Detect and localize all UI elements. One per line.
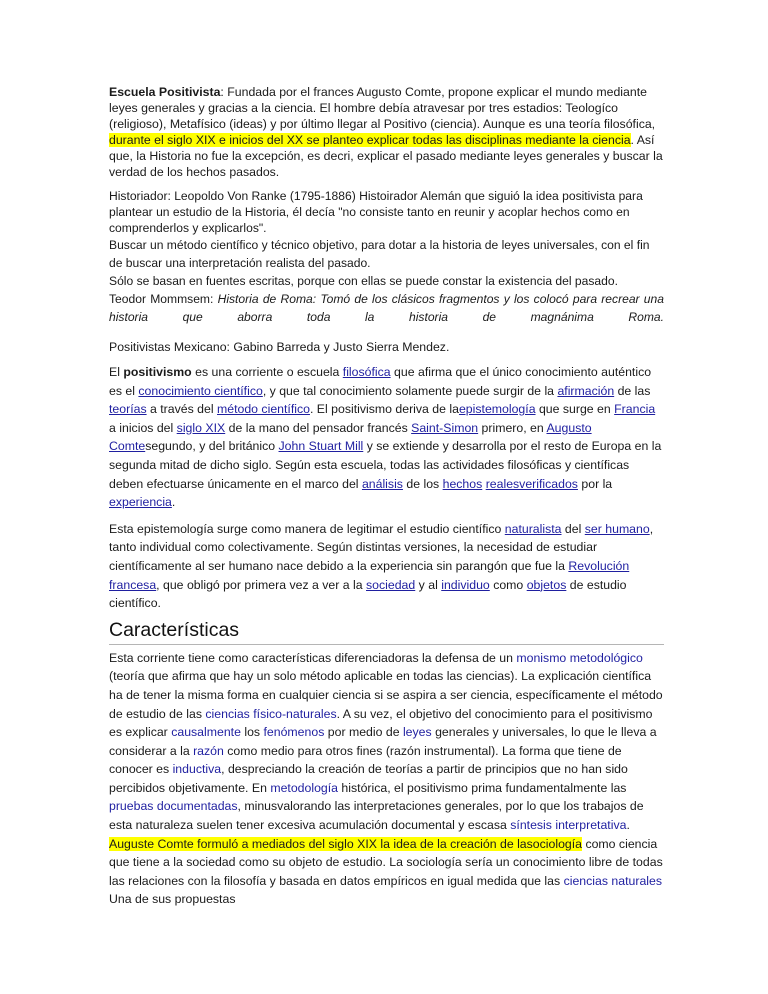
term-ciencias-naturales[interactable]: ciencias naturales bbox=[563, 873, 663, 888]
term-monismo-metodologico[interactable]: monismo metodológico bbox=[516, 650, 643, 665]
link-experiencia[interactable]: experiencia bbox=[109, 495, 172, 510]
link-hechos[interactable]: hechos bbox=[442, 476, 483, 491]
term-escuela-positivista: Escuela Positivista bbox=[109, 85, 221, 99]
term-ciencias-fisico-naturales[interactable]: ciencias físico-naturales bbox=[205, 706, 337, 721]
link-analisis[interactable]: análisis bbox=[361, 476, 403, 491]
paragraph-caracteristicas: Esta corriente tiene como características diferenciadoras la defensa de un monismo metodológico (teoría que afirma que hay un solo método aplicable en todas las ciencias). La explicación científica ha de tener la misma forma en cualquier ciencia si se aspira a ser ciencia, específicamente el método de estudio de las ciencias físico-naturales. A su vez, el objetivo del conocimiento para el positivismo es explicar causalmente los fenómenos por medio de leyes generales y universales, lo que le lleva a considerar a la razón como medio para otros fines (razón instrumental). La forma que tiene de conocer es inductiva, despreciando la creación de teorías a partir de principios que no han sido percibidos objetivamente. En metodología histórica, el positivismo prima fundamentalmente las pruebas documentadas, minusvalorando las interpretaciones generales, por lo que los trabajos de esta naturaleza suelen tener excesiva acumulación documental y escasa síntesis interpretativa. Auguste Comte formuló a mediados del siglo XIX la idea de la creación de lasociología como ciencia que tiene a la sociedad como su objeto de estudio. La sociología sería un conocimiento libre de todas las relaciones con la filosofía y basada en datos empíricos en igual medida que las ciencias naturales Una de sus propuestas bbox=[109, 650, 663, 907]
term-razon[interactable]: razón bbox=[193, 743, 224, 758]
highlight-comte-sociologia: Auguste Comte formuló a mediados del siglo XIX la idea de la creación de lasociología bbox=[109, 836, 583, 851]
paragraph-epistemologia: Esta epistemología surge como manera de legitimar el estudio científico naturalista del ser humano, tanto individual como colectivamente. Según distintas versiones, la necesidad de estudiar científicamente al ser humano nace debido a la experiencia sin parangón que fue la Revolución francesa, que obligó por primera vez a ver a la sociedad y al individuo como objetos de estudio científico. bbox=[109, 521, 654, 611]
link-john-stuart-mill[interactable]: John Stuart Mill bbox=[278, 439, 364, 454]
link-ser-humano[interactable]: ser humano bbox=[584, 521, 650, 536]
link-objetos[interactable]: objetos bbox=[526, 577, 567, 592]
section-heading-caracteristicas: Características bbox=[109, 619, 664, 645]
link-individuo[interactable]: individuo bbox=[441, 577, 490, 592]
term-metodologia[interactable]: metodología bbox=[270, 780, 339, 795]
paragraph-positivistas-mexicano: Positivistas Mexicano: Gabino Barreda y Justo Sierra Mendez. bbox=[109, 340, 450, 354]
term-leyes[interactable]: leyes bbox=[402, 725, 432, 740]
link-teorias[interactable]: teorías bbox=[109, 402, 147, 417]
link-saint-simon[interactable]: Saint-Simon bbox=[411, 420, 479, 435]
link-sociedad[interactable]: sociedad bbox=[366, 577, 416, 592]
paragraph-positivismo: El positivismo es una corriente o escuela filosófica que afirma que el único conocimiento auténtico es el conocimiento científico, y que tal conocimiento solamente puede surgir de la afirmación de las teorías a través del método científico. El positivismo deriva de laepistemología que surge en Francia a inicios del siglo XIX de la mano del pensador francés Saint-Simon primero, en Augusto Comtesegundo, y del británico John Stuart Mill y se extiende y desarrolla por el resto de Europa en la segunda mitad de dicho siglo. Según esta escuela, todas las actividades filosóficas y científicas deben efectuarse únicamente en el marco del análisis de los hechos realesverificados por la experiencia. bbox=[109, 365, 662, 510]
document-page bbox=[109, 84, 664, 909]
link-augusto-comte[interactable]: Augusto Comte bbox=[109, 420, 592, 454]
link-francia[interactable]: Francia bbox=[614, 402, 656, 417]
link-siglo-xix[interactable]: siglo XIX bbox=[176, 420, 226, 435]
link-realesverificados[interactable]: realesverificados bbox=[485, 476, 578, 491]
paragraph-escuela-positivista: Escuela Positivista: Fundada por el frances Augusto Comte, propone explicar el mundo mediante leyes generales y gracias a la ciencia. El hombre debía atravesar por tres estadios: Teologíco (religioso), Metafísico (ideas) y por último llegar al Positivo (ciencia). Aunque es una teoría filosófica, durante el siglo XIX e inicios del XX se planteo explicar todas las disciplinas mediante la ciencia. Así que, la Historia no fue la excepción, es decri, explicar el pasado mediante leyes generales y buscar la verdad de los hechos pasados. bbox=[109, 85, 663, 179]
link-revolucion-francesa[interactable]: Revolución francesa bbox=[109, 558, 630, 592]
term-fenomenos[interactable]: fenómenos bbox=[263, 725, 325, 740]
link-filosofica[interactable]: filosófica bbox=[342, 365, 391, 379]
link-conocimiento-cientifico[interactable]: conocimiento científico bbox=[138, 383, 263, 398]
term-pruebas-documentadas[interactable]: pruebas documentadas bbox=[109, 799, 238, 814]
link-epistemologia[interactable]: epistemología bbox=[458, 402, 536, 417]
link-naturalista[interactable]: naturalista bbox=[504, 521, 562, 536]
highlight: durante el siglo XIX e inicios del XX se planteo explicar todas las disciplinas mediante la ciencia bbox=[109, 133, 631, 147]
term-inductiva[interactable]: inductiva bbox=[172, 762, 222, 777]
paragraph-historiador: Historiador: Leopoldo Von Ranke (1795-1886) Histoirador Alemán que siguió la idea positivista para plantear un estudio de la Historia, él decía "no consiste tanto en reunir y acoplar hechos como en comprenderlos y explicarlos". Buscar un método científico y técnico objetivo, para dotar a la historia de leyes universales, con el fin de buscar una interpretación realista del pasado. Sólo se basan en fuentes escritas, porque con ellas se puede constar la existencia del pasado. Teodor Mommsem: Historia de Roma: Tomó de los clásicos fragmentos y los colocó para recrear una historia que aborra toda la historia de magnánima Roma. bbox=[109, 189, 664, 324]
link-metodo-cientifico[interactable]: método científico bbox=[217, 402, 310, 417]
link-afirmacion[interactable]: afirmación bbox=[557, 383, 615, 398]
term-causalmente[interactable]: causalmente bbox=[171, 725, 241, 740]
term-sintesis-interpretativa[interactable]: síntesis interpretativa bbox=[510, 818, 627, 833]
